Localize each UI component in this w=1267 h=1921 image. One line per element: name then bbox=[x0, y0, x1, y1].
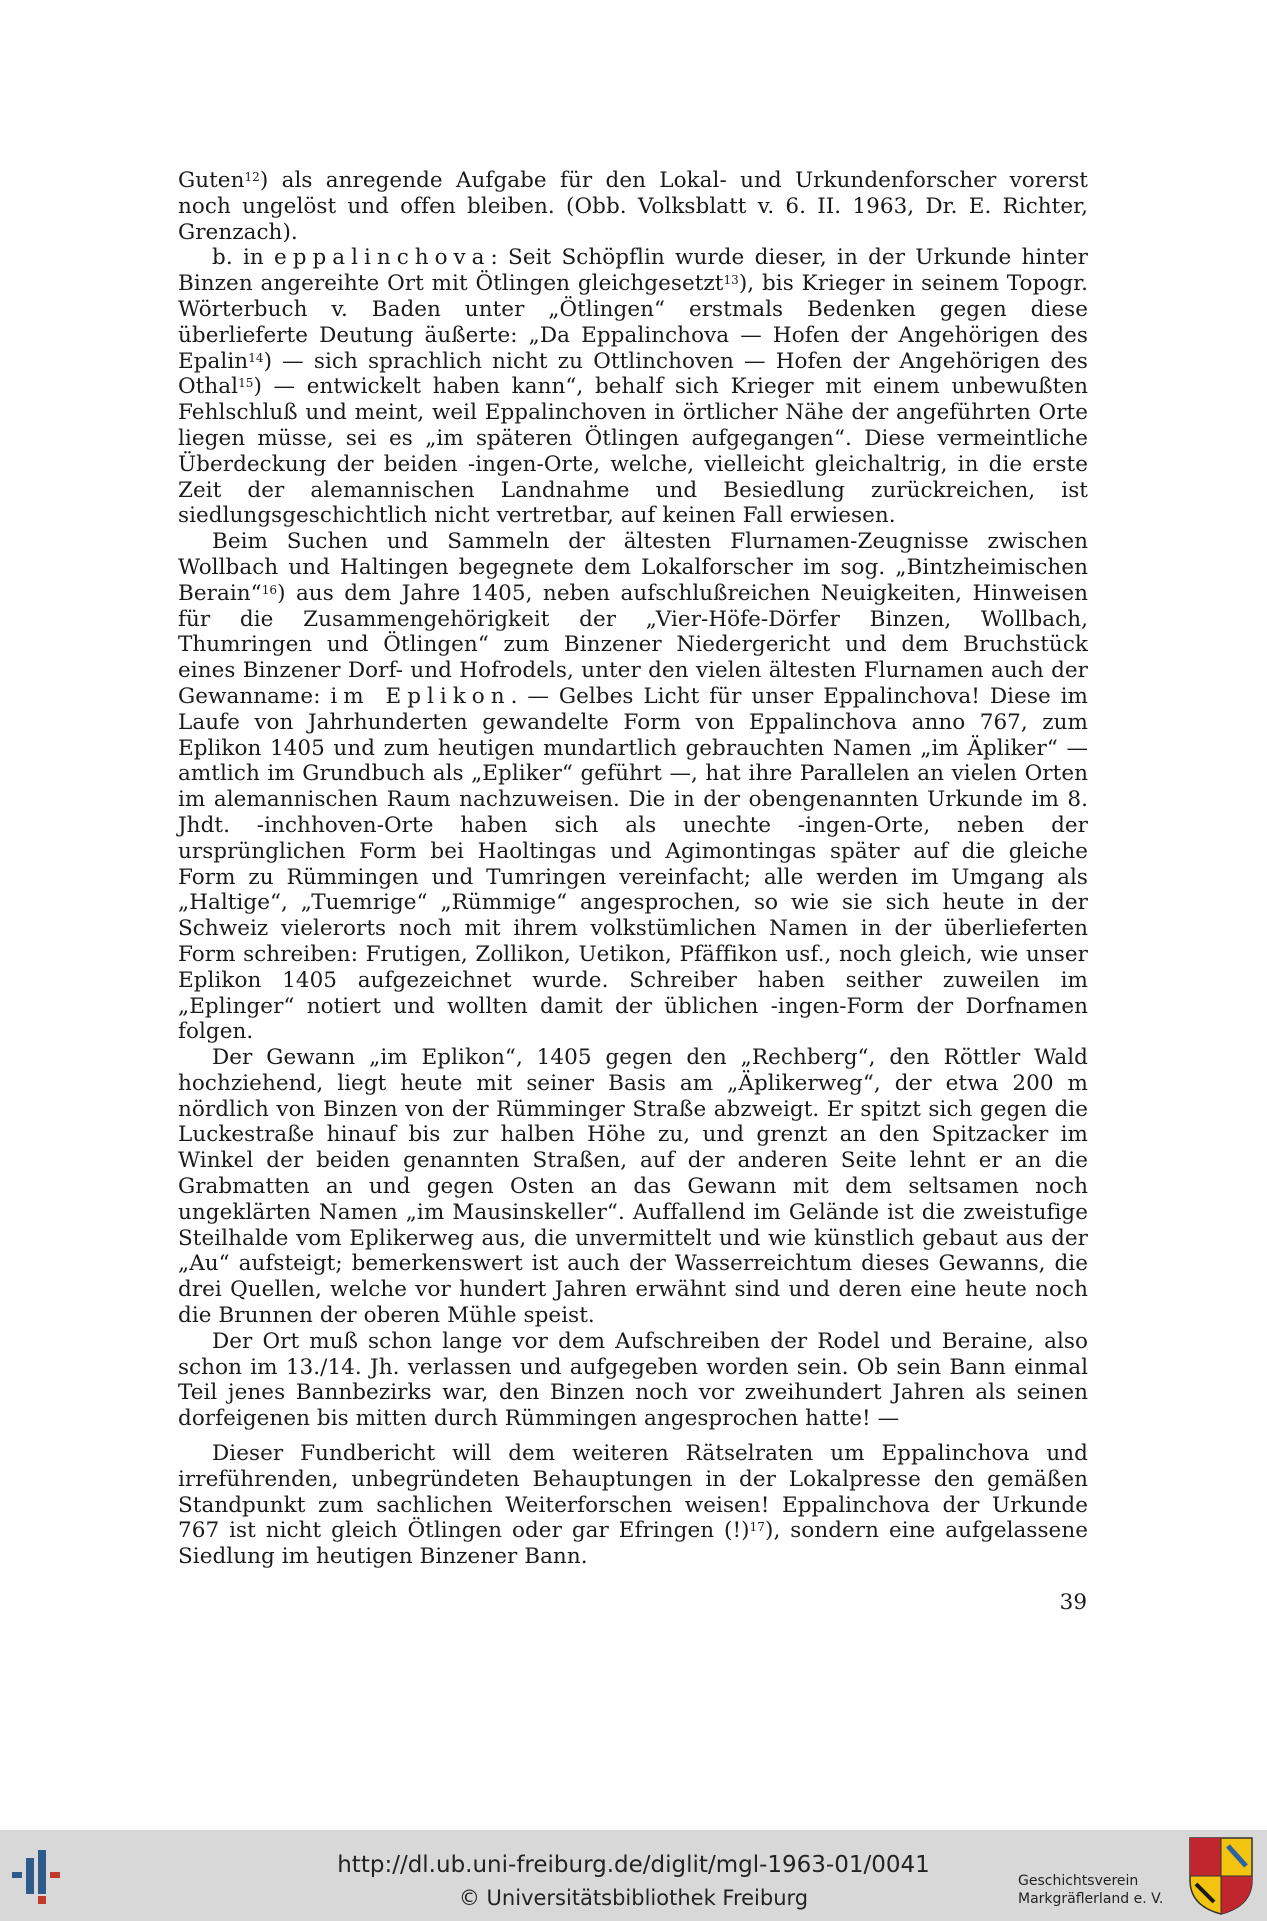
copyright-notice: © Universitätsbibliothek Freiburg bbox=[458, 1886, 809, 1910]
page-body bbox=[178, 168, 1088, 1570]
paragraph: Der Ort muß schon lange vor dem Aufschreiben der Rodel und Beraine, also schon im 13./14. Jh. verlassen und aufgegeben worden sein. Ob sein Bann einmal Teil jenes Bannbezirks war, den Binzen noch vor zweihundert Jahren als seinen dorfeigenen bis mitten durch Rümmingen angesprochen hatte! — bbox=[178, 1328, 1088, 1432]
org-line-2: Markgräflerland e. V. bbox=[1018, 1891, 1164, 1907]
footer-bar bbox=[0, 1830, 1267, 1921]
page-number: 39 bbox=[1059, 1590, 1087, 1615]
coat-of-arms-icon bbox=[1188, 1836, 1254, 1916]
paragraph: Dieser Fundbericht will dem weiteren Rätselraten um Eppalinchova und irreführenden, unbegründeten Behauptungen in der Lokalpresse den gemäßen Standpunkt zum sachlichen Weiterforschen weisen! Eppalinchova der Urkunde 767 ist nicht gleich Ötlingen oder gar Efringen (!)$^{17}$), sondern eine aufgelassene Siedlung im heutigen Binzener Bann. bbox=[178, 1441, 1088, 1570]
paragraph: b. in eppalinchova: Seit Schöpflin wurde dieser, in der Urkunde hinter Binzen angereihte Ort mit Ötlingen gleichgesetzt$^{13}$), bis Krieger in seinem Topogr. Wörterbuch v. Baden unter „Ötlingen“ erstmals Bedenken gegen diese überlieferte Deutung äußerte: „Da Eppalinchova — Hofen der Angehörigen des Epalin$^{14}$) — sich sprachlich nicht zu Ottlinchoven — Hofen der Angehörigen des Othal$^{15}$) — entwickelt haben kann“, behalf sich Krieger mit einem unbewußten Fehlschluß und meint, weil Eppalinchoven in örtlicher Nähe der angeführten Orte liegen müsse, sei es „im späteren Ötlingen aufgegangen“. Diese vermeintliche Überdeckung der beiden -ingen-Orte, welche, vielleicht gleichaltrig, in die erste Zeit der alemannischen Landnahme und Besiedlung zurückreichen, ist siedlungsgeschichtlich nicht vertretbar, auf keinen Fall erwiesen. bbox=[178, 245, 1088, 529]
paragraph: Der Gewann „im Eplikon“, 1405 gegen den „Rechberg“, den Röttler Wald hochziehend, liegt heute mit seiner Basis am „Äplikerweg“, der etwa 200 m nördlich von Binzen von der Rümminger Straße abzweigt. Er spitzt sich gegen die Luckestraße hinauf bis zur halben Höhe zu, und grenzt an den Spitzacker im Winkel der beiden genannten Straßen, auf der anderen Seite lehnt er an die Grabmatten an und gegen Osten an das Gewann mit dem seltsamen noch ungeklärten Namen „im Mausinskeller“. Auffallend im Gelände ist die zweistufige Steilhalde vom Eplikerweg aus, die unvermittelt und wie künstlich gebaut aus der „Au“ aufsteigt; bemerkenswert ist auch der Wasserreichtum dieses Gewanns, die drei Quellen, welche vor hundert Jahren erwähnt sind und deren eine heute noch die Brunnen der oberen Mühle speist. bbox=[178, 1045, 1088, 1329]
paragraph: Guten$^{12}$) als anregende Aufgabe für den Lokal- und Urkundenforscher vorerst noch ungelöst und offen bleiben. (Obb. Volksblatt v. 6. II. 1963, Dr. E. Richter, Grenzach). bbox=[178, 168, 1088, 245]
org-line-1: Geschichtsverein bbox=[1018, 1873, 1139, 1889]
organization-name bbox=[1018, 1872, 1178, 1908]
source-url[interactable]: http://dl.ub.uni-freiburg.de/diglit/mgl-1963-01/0041 bbox=[337, 1852, 930, 1878]
paragraph: Beim Suchen und Sammeln der ältesten Flurnamen-Zeugnisse zwischen Wollbach und Haltingen begegnete dem Lokalforscher im sog. „Bintzheimischen Berain“$^{16}$) aus dem Jahre 1405, neben aufschlußreichen Neuigkeiten, Hinweisen für die Zusammengehörigkeit der „Vier-Höfe-Dörfer Binzen, Wollbach, Thumringen und Ötlingen“ zum Binzener Niedergericht und dem Bruchstück eines Binzener Dorf- und Hofrodels, unter den vielen ältesten Flurnamen auch der Gewanname: im Eplikon. — Gelbes Licht für unser Eppalinchova! Diese im Laufe von Jahrhunderten gewandelte Form von Eppalinchova anno 767, zum Eplikon 1405 und zum heutigen mundartlich gebrauchten Namen „im Äpliker“ — amtlich im Grundbuch als „Epliker“ geführt —, hat ihre Parallelen an vielen Orten im alemannischen Raum nachzuweisen. Die in der obengenannten Urkunde im 8. Jhdt. -inchhoven-Orte haben sich als unechte -ingen-Orte, neben der ursprünglichen Form bei Haoltingas und Agimontingas später auf die gleiche Form zu Rümmingen und Tumringen vereinfacht; alle werden im Umgang als „Haltige“, „Tuemrige“ „Rümmige“ angesprochen, so wie sie sich heute in der Schweiz vielerorts noch mit ihrem volkstümlichen Namen in der überlieferten Form schreiben: Frutigen, Zollikon, Uetikon, Pfäffikon usf., noch gleich, wie unser Eplikon 1405 aufgezeichnet wurde. Schreiber haben seither zuweilen im „Eplinger“ notiert und wollten damit der üblichen -ingen-Form der Dorfnamen folgen. bbox=[178, 529, 1088, 1045]
